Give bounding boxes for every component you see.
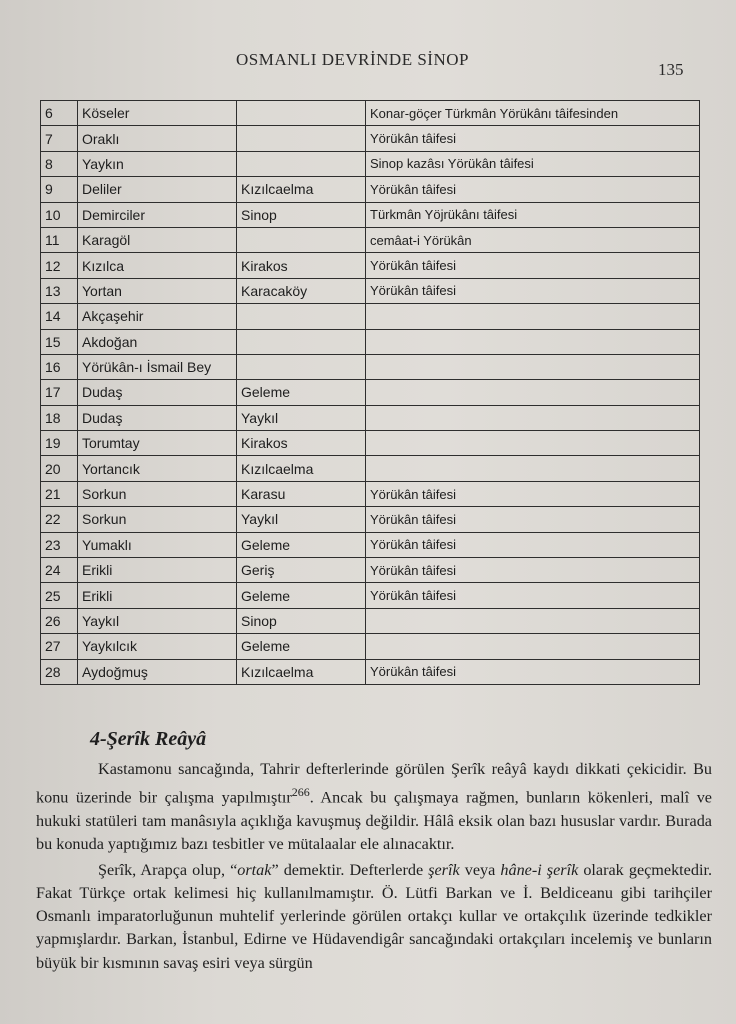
note-cell: Yörükân tâifesi — [366, 278, 700, 303]
row-number: 27 — [41, 634, 78, 659]
table-row — [41, 608, 700, 633]
table-row — [41, 329, 700, 354]
community-name: Aydoğmuş — [78, 659, 237, 684]
location-cell: Geleme — [237, 532, 366, 557]
community-name: Sorkun — [78, 481, 237, 506]
paragraph-1-text-b: . Ancak bu çalışmaya rağmen, bunların kökenleri, malî ve hukuki statüleri tam manâsıyla açıklığa kavuşmuş değildir. Hâlâ eksik olan bazı hususlar vardır. Burada bu konuda yaptığımız bazı tesbitler ve mütalaalar ele alınacaktır. — [36, 788, 712, 854]
location-cell: Geleme — [237, 583, 366, 608]
paragraph-2-text-d: olarak geçmektedir. Fakat Türkçe ortak kelimesi hiç kullanılmamıştır. Ö. Lütfi Barkan ve İ. Beldiceanu gibi tarihçiler Osmanlı imparatorluğunun muhtelif yerlerinde görülen ortakçı kullar ve ortakçılık üzerinde tedkikler yapmışlardır. Barkan, İstanbul, Edirne ve Hüdavendigâr sancağındaki ortakçıları incelemiş ve bunların büyük bir kısmının savaş esiri veya sürgün — [36, 860, 712, 972]
table-row — [41, 202, 700, 227]
row-number: 28 — [41, 659, 78, 684]
row-number: 23 — [41, 532, 78, 557]
location-cell — [237, 227, 366, 252]
paragraph-2-text-c: veya — [459, 860, 501, 879]
location-cell — [237, 304, 366, 329]
row-number: 24 — [41, 558, 78, 583]
community-name: Sorkun — [78, 507, 237, 532]
row-number: 22 — [41, 507, 78, 532]
page-number: 135 — [658, 60, 684, 79]
note-cell — [366, 304, 700, 329]
body-text — [36, 758, 712, 975]
table-row — [41, 558, 700, 583]
location-cell — [237, 151, 366, 176]
note-cell: Yörükân tâifesi — [366, 507, 700, 532]
row-number: 9 — [41, 177, 78, 202]
note-cell: Yörükân tâifesi — [366, 583, 700, 608]
location-cell — [237, 354, 366, 379]
paragraph-2 — [36, 859, 712, 975]
note-cell: Yörükân tâifesi — [366, 532, 700, 557]
row-number: 21 — [41, 481, 78, 506]
note-cell: Yörükân tâifesi — [366, 126, 700, 151]
community-name: Erikli — [78, 583, 237, 608]
community-name: Yumaklı — [78, 532, 237, 557]
row-number: 8 — [41, 151, 78, 176]
community-name: Demirciler — [78, 202, 237, 227]
row-number: 6 — [41, 101, 78, 126]
note-cell: Yörükân tâifesi — [366, 558, 700, 583]
location-cell: Sinop — [237, 608, 366, 633]
row-number: 26 — [41, 608, 78, 633]
row-number: 10 — [41, 202, 78, 227]
community-name: Akçaşehir — [78, 304, 237, 329]
row-number: 17 — [41, 380, 78, 405]
community-name: Yörükân-ı İsmail Bey — [78, 354, 237, 379]
table-row — [41, 151, 700, 176]
community-name: Yortan — [78, 278, 237, 303]
community-name: Akdoğan — [78, 329, 237, 354]
running-title: OSMANLI DEVRİNDE SİNOP — [236, 50, 469, 69]
location-cell: Sinop — [237, 202, 366, 227]
note-cell: cemâat-i Yörükân — [366, 227, 700, 252]
row-number: 18 — [41, 405, 78, 430]
location-cell — [237, 101, 366, 126]
community-name: Oraklı — [78, 126, 237, 151]
community-name: Torumtay — [78, 431, 237, 456]
note-cell — [366, 380, 700, 405]
paragraph-2-text-a: Şerîk, Arapça olup, “ — [98, 860, 238, 879]
row-number: 14 — [41, 304, 78, 329]
note-cell — [366, 354, 700, 379]
term-serik: şerîk — [428, 860, 460, 879]
note-cell: Türkmân Yöjrükânı tâifesi — [366, 202, 700, 227]
table-row — [41, 532, 700, 557]
row-number: 7 — [41, 126, 78, 151]
term-ortak: ortak — [237, 860, 272, 879]
table-row — [41, 253, 700, 278]
note-cell — [366, 329, 700, 354]
note-cell: Yörükân tâifesi — [366, 253, 700, 278]
table-row — [41, 634, 700, 659]
table-row — [41, 304, 700, 329]
note-cell — [366, 634, 700, 659]
table-row — [41, 380, 700, 405]
row-number: 13 — [41, 278, 78, 303]
table-row — [41, 481, 700, 506]
row-number: 20 — [41, 456, 78, 481]
paragraph-1 — [36, 758, 712, 857]
footnote-ref: 266 — [291, 785, 310, 800]
community-name: Kızılca — [78, 253, 237, 278]
location-cell: Kızılcaelma — [237, 177, 366, 202]
table-row — [41, 659, 700, 684]
note-cell: Konar-göçer Türkmân Yörükânı tâifesinden — [366, 101, 700, 126]
community-name: Karagöl — [78, 227, 237, 252]
row-number: 19 — [41, 431, 78, 456]
location-cell: Geriş — [237, 558, 366, 583]
note-cell: Yörükân tâifesi — [366, 177, 700, 202]
row-number: 11 — [41, 227, 78, 252]
table-row — [41, 126, 700, 151]
location-cell: Kızılcaelma — [237, 659, 366, 684]
location-cell: Karacaköy — [237, 278, 366, 303]
row-number: 15 — [41, 329, 78, 354]
note-cell — [366, 431, 700, 456]
row-number: 12 — [41, 253, 78, 278]
location-cell: Kirakos — [237, 253, 366, 278]
note-cell — [366, 608, 700, 633]
row-number: 16 — [41, 354, 78, 379]
term-hane-i-serik: hâne-i şerîk — [500, 860, 579, 879]
location-cell: Karasu — [237, 481, 366, 506]
table-row — [41, 177, 700, 202]
location-cell — [237, 126, 366, 151]
table-row — [41, 405, 700, 430]
table-row — [41, 456, 700, 481]
row-number: 25 — [41, 583, 78, 608]
location-cell: Geleme — [237, 634, 366, 659]
table-row — [41, 507, 700, 532]
location-cell — [237, 329, 366, 354]
note-cell: Yörükân tâifesi — [366, 481, 700, 506]
community-name: Yaykılcık — [78, 634, 237, 659]
community-name: Yaykıl — [78, 608, 237, 633]
table-row — [41, 101, 700, 126]
table-row — [41, 354, 700, 379]
paragraph-2-text-b: ” demektir. Defterlerde — [271, 860, 429, 879]
community-name: Köseler — [78, 101, 237, 126]
location-cell: Yaykıl — [237, 405, 366, 430]
community-name: Yortancık — [78, 456, 237, 481]
note-cell — [366, 456, 700, 481]
community-name: Deliler — [78, 177, 237, 202]
location-cell: Yaykıl — [237, 507, 366, 532]
location-cell: Kızılcaelma — [237, 456, 366, 481]
community-name: Dudaş — [78, 380, 237, 405]
table-row — [41, 227, 700, 252]
note-cell: Sinop kazâsı Yörükân tâifesi — [366, 151, 700, 176]
location-cell: Geleme — [237, 380, 366, 405]
section-title: 4-Şerîk Reâyâ — [90, 728, 207, 750]
note-cell — [366, 405, 700, 430]
community-table — [40, 100, 700, 685]
community-name: Yaykın — [78, 151, 237, 176]
table-row — [41, 278, 700, 303]
community-name: Dudaş — [78, 405, 237, 430]
community-name: Erikli — [78, 558, 237, 583]
note-cell: Yörükân tâifesi — [366, 659, 700, 684]
paragraph-1-text-a: Kastamonu sancağında, Tahrir defterlerinde görülen Şerîk reâyâ kaydı dikkati çekicidir. Bu konu üzerinde bir çalışma yapılmıştır — [36, 760, 712, 807]
table-row — [41, 431, 700, 456]
table-row — [41, 583, 700, 608]
location-cell: Kirakos — [237, 431, 366, 456]
